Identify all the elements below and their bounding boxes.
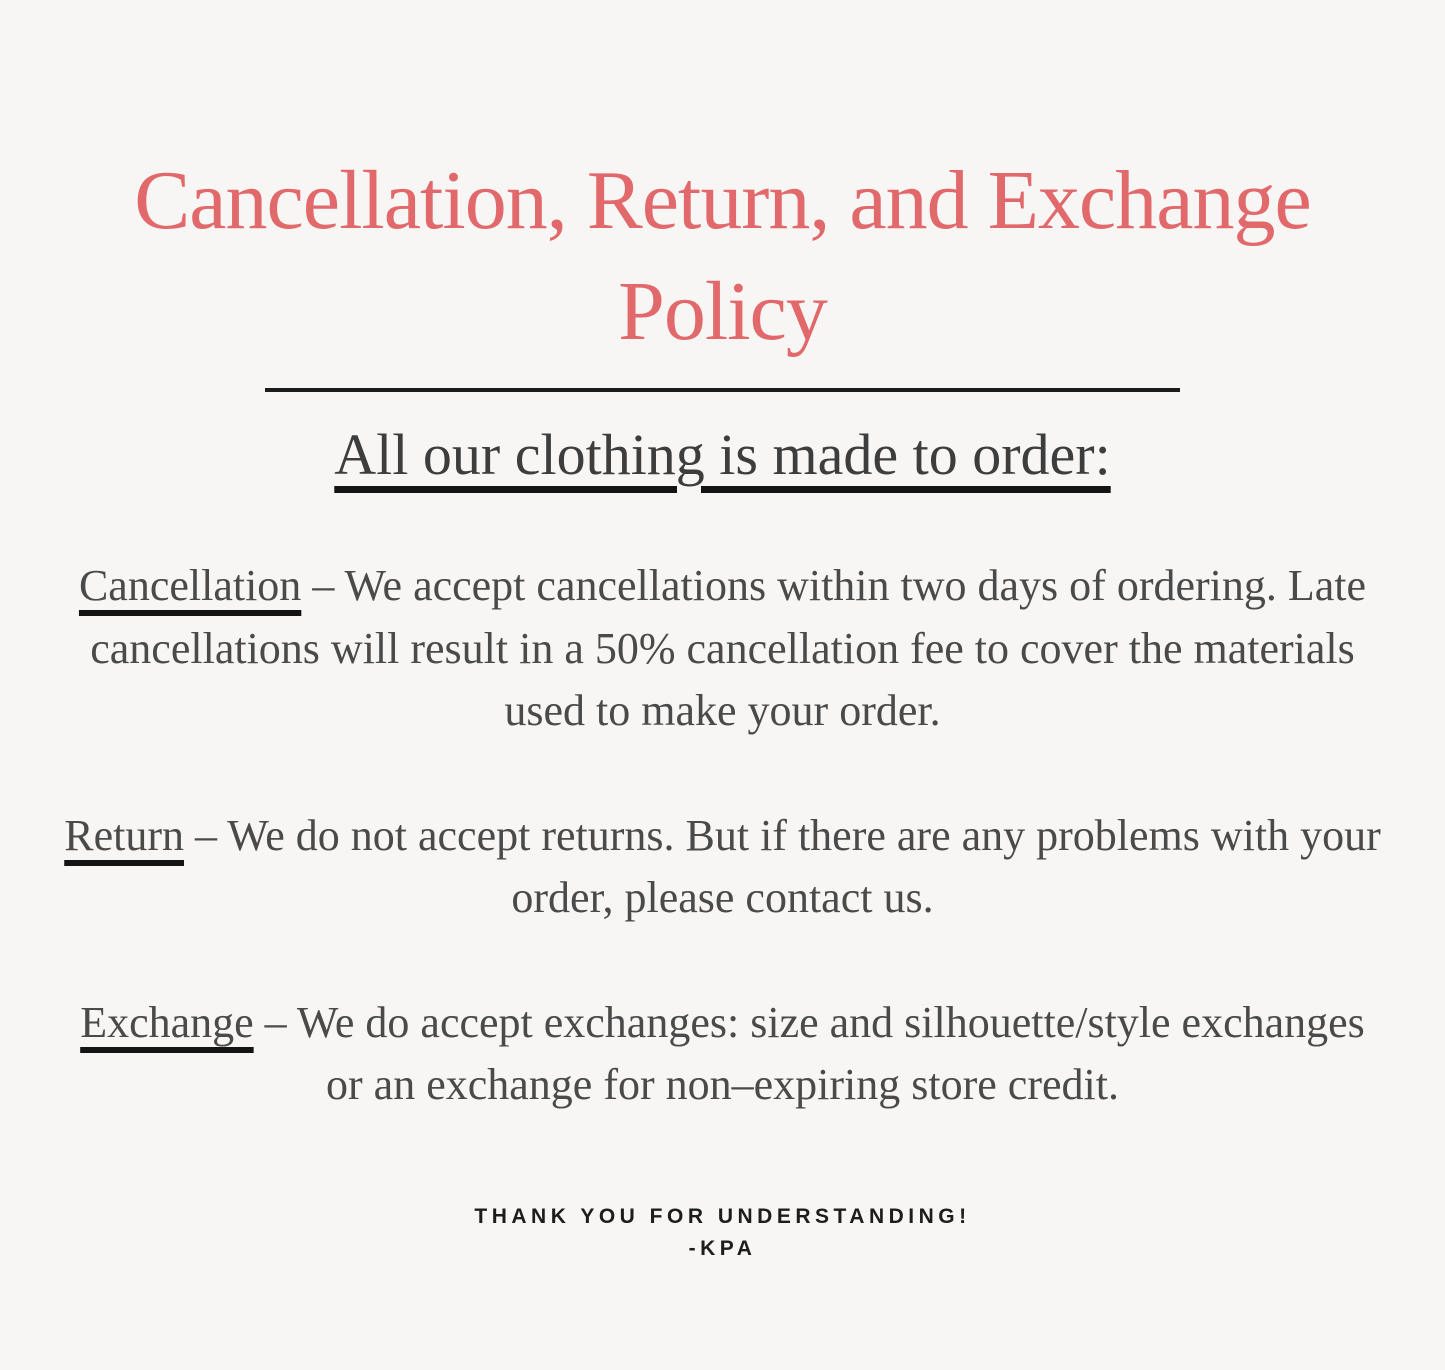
section-body-return: We do not accept returns. But if there are any problems with your order, please contact us. <box>227 810 1381 923</box>
policy-section-cancellation <box>58 555 1388 742</box>
subtitle-text: All our clothing is made to order: <box>334 421 1111 487</box>
section-separator: – <box>195 810 217 860</box>
title-divider <box>265 388 1180 392</box>
subtitle <box>0 420 1445 490</box>
section-separator: – <box>264 997 287 1047</box>
section-body-cancellation: We accept cancellations within two days of ordering. Late cancellations will result in a 50% cancellation fee to cover the materials used to make your order. <box>90 561 1367 736</box>
page-title-line-1: Cancellation, Return, and Exchange <box>134 154 1311 247</box>
policy-section-exchange <box>58 992 1388 1117</box>
page-title <box>0 146 1445 368</box>
policy-section-return <box>58 805 1388 930</box>
footer-note <box>0 1201 1445 1266</box>
section-heading-return: Return <box>64 810 184 860</box>
section-heading-exchange: Exchange <box>80 997 254 1047</box>
page-title-line-2: Policy <box>618 264 827 358</box>
section-body-exchange: We do accept exchanges: size and silhouette/style exchanges or an exchange for non–expiring store credit. <box>296 997 1365 1110</box>
section-heading-cancellation: Cancellation <box>78 561 302 611</box>
section-separator: – <box>312 561 335 611</box>
footer-signature: -KPA <box>688 1237 757 1261</box>
footer-thanks-line: THANK YOU FOR UNDERSTANDING! <box>474 1204 971 1228</box>
